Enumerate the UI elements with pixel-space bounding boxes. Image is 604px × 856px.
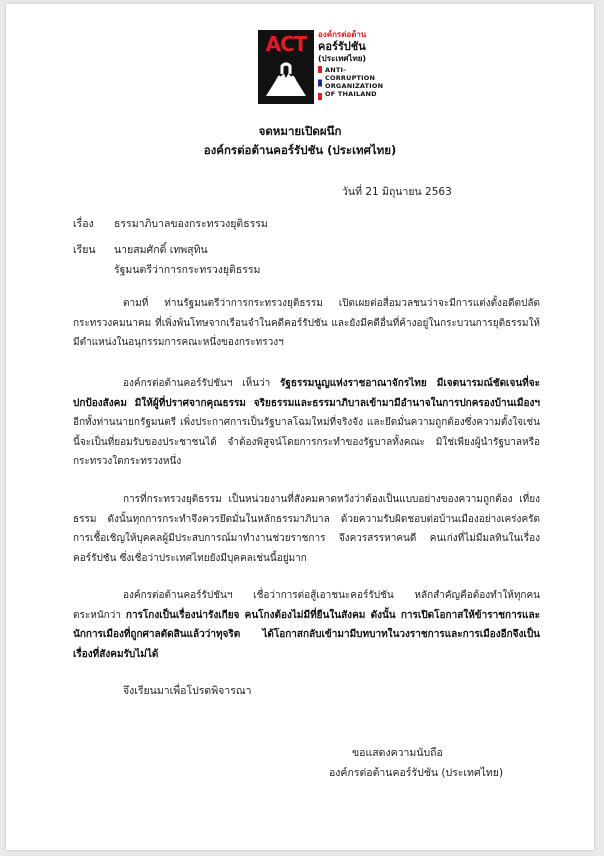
signature-org: องค์กรต่อต้านคอร์รัปชัน (ประเทศไทย) (329, 767, 504, 779)
logo-thai-line2: คอร์รัปชัน (318, 40, 366, 53)
logo-thai-line3: (ประเทศไทย) (318, 54, 367, 63)
act-logo-wordmark (318, 30, 390, 98)
letter-page (6, 4, 594, 850)
paragraph-4-bold: การโกงเป็นเรื่องน่ารังเกียจ คนโกงต้องไม่มีที่ยืนในสังคม ดังนั้น การเปิดโอกาสให้ข้าราชการและนักการเมืองที่ถูกศาลตัดสินแล้วว่าทุจริต ได้โอกาสกลับเข้ามามีบทบาทในวงราชการและการเมืองอีกจึงเป็นเรื่องที่สังคมรับไม่ได้ (73, 609, 540, 660)
paragraph-3: การที่กระทรวงยุติธรรม เป็นหน่วยงานที่สังคมคาดหวังว่าต้องเป็นแบบอย่างของความถูกต้อง เที่ยงธรรม ดังนั้นทุกการกระทำจึงควรยึดมั่นในหลักธรรมาภิบาล ด้วยความรับผิดชอบต่อบ้านเมืองอย่างเคร่งครัด การเชื้อเชิญให้บุคคลผู้มีประสบการณ์มาทำงานช่วยราชการ จึงควรสรรหาคนดี คนเก่งที่ไม่มีมลทินในเรื่องคอร์รัปชัน ซึ่งเชื่อว่าประเทศไทยยังมีบุคคลเช่นนี้อยู่มาก (73, 494, 540, 564)
act-logo-text: ACT (265, 32, 307, 56)
letter-title: จดหมายเปิดผนึก (258, 124, 342, 138)
clenched-fists-icon (262, 56, 310, 100)
paragraph-1: ตามที่ ท่านรัฐมนตรีว่าการกระทรวงยุติธรรม เปิดเผยต่อสื่อมวลชนว่าจะมีการแต่งตั้งอดีตปลัดกระทรวงคมนาคม ที่เพิ่งพ้นโทษจากเรือนจำในคดีคอร์รัปชัน และยังมีคดีอื่นที่ค้างอยู่ในกระบวนการยุติธรรมให้มีตำแหน่งในอนุกรรมการคณะหนึ่งของกระทรวงฯ (73, 298, 540, 348)
paragraph-4-intro: องค์กรต่อต้านคอร์รัปชันฯ เชื่อว่าการต่อสู้เอาชนะคอร์รัปชัน หลักสำคัญคือต้องทำให้ทุกคนตระหนักว่า (73, 590, 540, 621)
paragraph-2-intro: องค์กรต่อต้านคอร์รัปชันฯ เห็นว่า (123, 378, 281, 389)
recipient-position: รัฐมนตรีว่าการกระทรวงยุติธรรม (114, 264, 261, 276)
paragraph-4 (73, 586, 540, 664)
recipient-name: นายสมศักดิ์ เทพสุทิน (114, 244, 208, 256)
signature-salutation: ขอแสดงความนับถือ (352, 747, 443, 759)
act-logo-mark (258, 30, 314, 104)
letter-org-title: องค์กรต่อต้านคอร์รัปชัน (ประเทศไทย) (203, 143, 397, 157)
paragraph-2-bold: รัฐธรรมนูญแห่งราชอาณาจักรไทย มีเจตนารมณ์ชัดเจนที่จะปกป้องสังคม มิให้ผู้ที่ปราศจากคุณธรรม จริยธรรมและธรรมาภิบาลเข้ามามีอำนาจในการปกครองบ้านเมืองฯ (73, 378, 540, 409)
logo-en-line1: ANTI-CORRUPTION (325, 66, 376, 82)
subject-text: ธรรมาภิบาลของกระทรวงยุติธรรม (114, 218, 268, 230)
paragraph-2 (73, 374, 540, 472)
closing-line: จึงเรียนมาเพื่อโปรดพิจารณา (123, 685, 252, 697)
logo-en-line2: ORGANIZATION (325, 82, 384, 90)
recipient-label: เรียน (73, 244, 96, 256)
logo-thai-line1: องค์กรต่อต้าน (318, 30, 367, 39)
act-logo (258, 30, 388, 104)
letter-date: วันที่ 21 มิถุนายน 2563 (342, 186, 452, 198)
paragraph-2-rest: อีกทั้งท่านนายกรัฐมนตรี เพิ่งประกาศการเป็นรัฐบาลโฉมใหม่ที่จริงจัง และยึดมั่นความถูกต้องซึ่งความตั้งใจเช่นนี้จะเป็นที่ยอมรับของประชาชนได้ จำต้องพิสูจน์โดยการกระทำของรัฐบาลทั้งคณะ มิใช่เพียงผู้นำรัฐบาลหรือกระทรวงใดกระทรวงหนึ่ง (73, 417, 540, 467)
logo-en-line3: OF THAILAND (325, 90, 377, 98)
subject-label: เรื่อง (73, 218, 94, 230)
